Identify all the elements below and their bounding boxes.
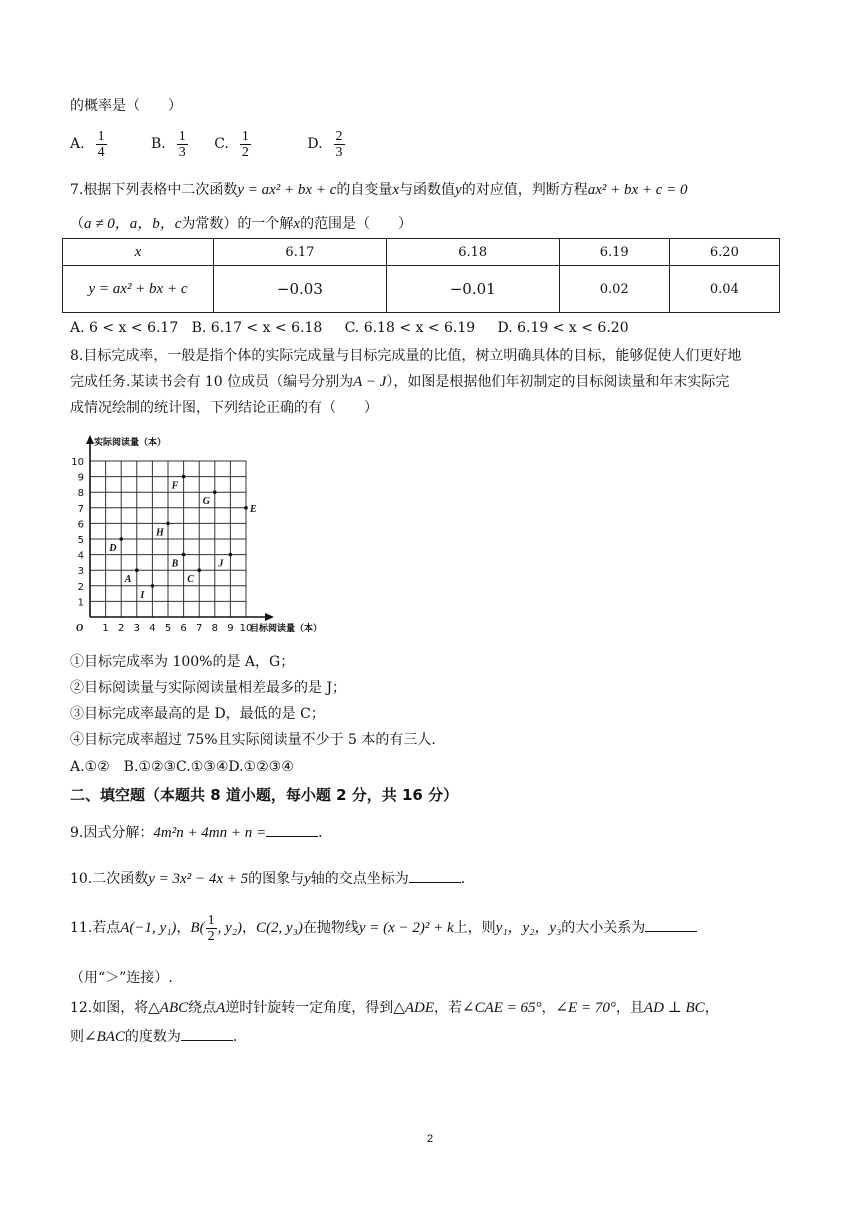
q12-line2: 则∠BAC的度数为 . [70,1026,237,1047]
table-cell: 6.18 [386,239,559,266]
q8-line3: 成情况绘制的统计图，下列结论正确的有（ ） [70,400,378,416]
x-tick-label: 2 [118,623,125,634]
table-cell: −0.01 [386,266,559,313]
q7-value-table [62,238,780,313]
data-point-f [182,475,186,479]
y-axis-title: 实际阅读量（本） [94,438,167,448]
chart-grid [90,461,246,617]
q6-tail-text: 的概率是（ ） [70,98,182,114]
data-point-i [151,584,155,588]
x-tick-label: 9 [227,623,234,634]
data-point-h [166,522,170,526]
q6-option-a: A. $\frac{1}{4}$ [70,128,105,160]
x-axis-title: 目标阅读量（本） [250,624,323,634]
x-tick-label: 5 [164,623,172,634]
q8-options: A.①② B.①②③C.①③④D.①②③④ [70,759,294,775]
x-tick-label: 1 [102,623,109,634]
q6-options [70,124,375,164]
y-tick-label: 5 [77,535,84,546]
q8-statement-2: ②目标阅读量与实际阅读量相差最多的是 J； [70,680,347,696]
data-point-label: H [156,527,164,539]
y-tick-label: 2 [77,581,84,593]
data-point-g [213,490,217,494]
table-cell: 0.04 [669,266,779,313]
q8-statement-3: ③目标完成率最高的是 D，最低的是 C； [70,706,325,722]
y-tick-label: 6 [77,519,84,531]
q7-option-d: D. 6.19 < x < 6.20 [497,320,629,336]
x-axis-arrow [265,613,274,621]
data-point-label: G [202,496,211,508]
q7-line1: 7.根据下列表格中二次函数y = ax² + bx + c的自变量x与函数值y的对应值，判断方程ax² + bx + c = 0 [70,182,688,198]
q12-line1: 12.如图，将△ABC绕点A逆时针旋转一定角度，得到△ADE，若∠CAE = 65°，∠E = 70°，且AD ⊥ BC， [70,1000,719,1016]
x-tick-label: 8 [211,623,218,634]
q8-line1: 8.目标完成率，一般是指个体的实际完成量与目标完成量的比值，树立明确具体的目标，能够促使人们更好地 [70,348,742,364]
data-point-label: C [187,574,194,586]
table-header-y: y = ax² + bx + c [63,266,214,313]
y-tick-label: 10 [71,457,84,468]
table-row [63,239,780,266]
data-point-a [135,568,139,572]
page-number: 2 [426,1133,434,1145]
table-header-x: x [63,239,214,266]
q8-line2: 完成任务.某读书会有 10 位成员（编号分别为A − J），如图是根据他们年初制定的目标阅读量和年末实际完 [70,374,730,390]
x-tick-label: 3 [133,623,140,634]
y-tick-label: 3 [77,566,84,578]
x-tick-label: 10 [239,623,253,634]
answer-blank[interactable] [645,917,697,932]
data-point-label: I [140,589,145,601]
table-cell: 6.20 [669,239,779,266]
q6-option-b: B. $\frac{1}{3}$ [151,128,186,160]
y-tick-label: 4 [77,550,84,562]
data-point-e [244,506,248,510]
data-point-label: A [124,574,132,586]
y-axis-arrow [86,435,94,444]
origin-label: O [76,623,84,634]
answer-blank[interactable] [409,868,461,883]
q6-option-c: C. $\frac{1}{2}$ [214,128,249,160]
table-cell: 0.02 [559,266,669,313]
data-point-label: D [109,543,117,554]
y-tick-label: 7 [77,503,84,515]
data-point-j [229,553,233,557]
q7-line2: （a ≠ 0，a，b，c为常数）的一个解x的范围是（ ） [70,216,413,232]
x-tick-label: 4 [149,623,156,634]
q8-statement-1: ①目标完成率为 100%的是 A，G； [70,654,295,670]
table-cell: 6.19 [559,239,669,266]
answer-blank[interactable] [181,1026,233,1041]
data-point-label: J [218,558,224,570]
x-tick-label: 7 [196,623,203,634]
reading-scatter-chart [70,432,360,642]
table-cell: −0.03 [214,266,387,313]
data-point-label: F [171,480,179,492]
q7-options [70,318,629,338]
data-point-b [182,553,186,557]
q8-statement-4: ④目标完成率超过 75%且实际阅读量不少于 5 本的有三人. [70,732,436,748]
q7-option-a: A. 6 < x < 6.17 [70,320,179,336]
y-tick-label: 1 [77,597,84,609]
q7-option-c: C. 6.18 < x < 6.19 [344,320,476,336]
answer-blank[interactable] [266,822,318,837]
y-tick-label: 8 [77,488,84,500]
table-row [63,266,780,313]
data-point-c [197,568,201,572]
q7-function: y = ax² + bx + c [237,182,337,198]
q6-option-d: D. $\frac{2}{3}$ [307,128,343,160]
q7-equation: ax² + bx + c = 0 [587,182,688,198]
section-2-title: 二、填空题（本题共 8 道小题，每小题 2 分，共 16 分） [70,786,459,804]
q10: 10.二次函数y = 3x² − 4x + 5的图象与y轴的交点坐标为 . [70,868,465,889]
q11-line1: 11.若点A(−1, y₁)，B( $\frac{1}{2}$ , y₂)，C(2, y₃)在抛物线y = (x − 2)² + k上，则y₁，y₂，y₃的大小关系为 [70,908,697,948]
data-point-label: B [171,558,179,570]
table-cell: 6.17 [214,239,387,266]
q9: 9.因式分解：4m²n + 4mn + n = . [70,822,323,843]
data-point-d [119,537,123,541]
y-tick-label: 9 [77,472,84,484]
q7-option-b: B. 6.17 < x < 6.18 [191,320,323,336]
chart-points [108,475,257,601]
q11-line2: （用“＞”连接）. [70,970,173,986]
x-tick-label: 6 [180,623,187,634]
data-point-label: E [250,503,257,515]
chart-ticks [71,457,252,634]
